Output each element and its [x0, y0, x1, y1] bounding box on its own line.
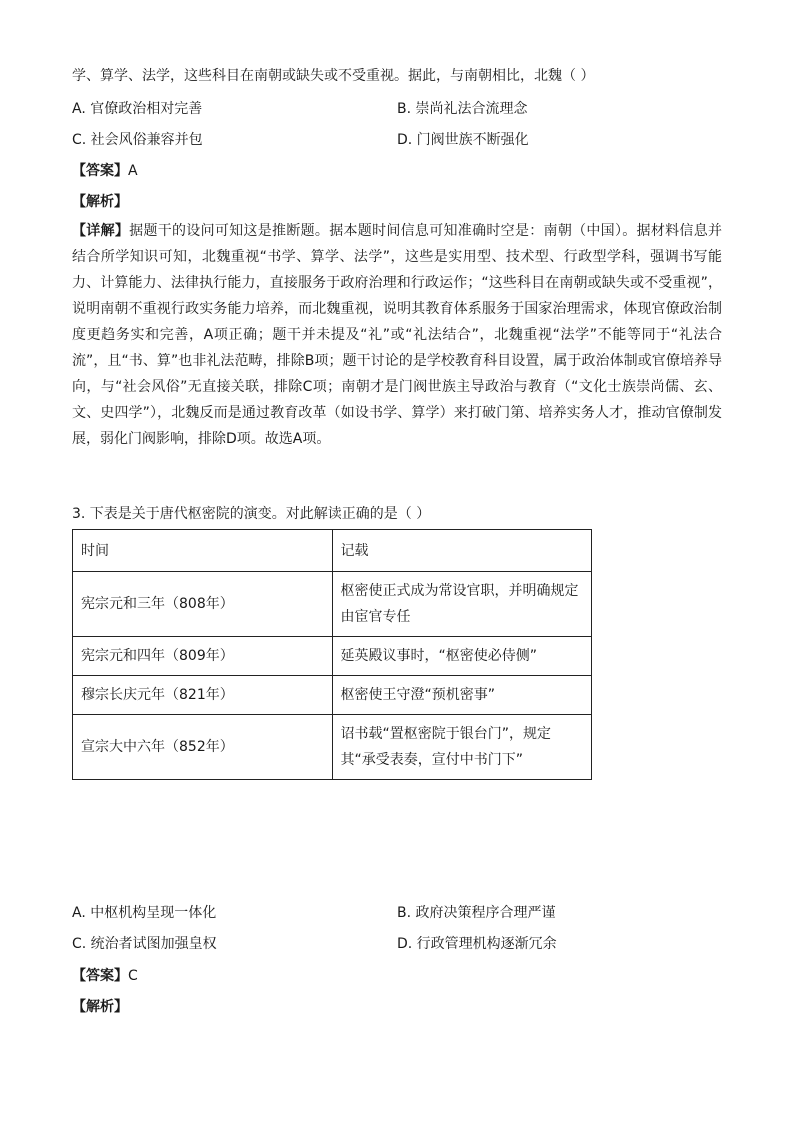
q2-option-d: D. 门阀世族不断强化	[397, 132, 529, 148]
q2-answer	[72, 161, 722, 181]
detail-label: 【详解】	[72, 223, 130, 239]
table-cell-time: 宪宗元和三年（808年）	[73, 572, 333, 637]
table-cell-record: 枢密使王守澄“预机密事”	[332, 676, 592, 715]
detail-text: 据题干的设问可知这是推断题。据本题时间信息可知准确时空是：南朝（中国）。据材料信息并结合所学知识可知，北魏重视“书学、算学、法学”，这些是实用型、技术型、行政型学科，强调书写能力、计算能力、法律执行能力，直接服务于政府治理和行政运作；“这些科目在南朝或缺失或不受重视”，说明南朝不重视行政实务能力培养，而北魏重视，说明其教育体系服务于国家治理需求，体现官僚政治制度更趋务实和完善，A项正确；题干并未提及“礼”或“礼法结合”，北魏重视“法学”不能等同于“礼法合流”，且“书、算”也非礼法范畴，排除B项；题干讨论的是学校教育科目设置，属于政治体制或官僚培养导向，与“社会风俗”无直接关联，排除C项；南朝才是门阀世族主导政治与教育（“文化士族崇尚儒、玄、文、史四学”），北魏反而是通过教育改革（如设书学、算学）来打破门第、培养实务人才，推动官僚制发展，弱化门阀影响，排除D项。故选A项。	[72, 223, 722, 447]
tang-privy-council-table	[72, 529, 592, 780]
table-header-record: 记载	[332, 530, 592, 572]
table-cell-time: 宪宗元和四年（809年）	[73, 637, 333, 676]
answer-label: 【答案】	[72, 968, 128, 984]
table-cell-time: 宣宗大中六年（852年）	[73, 715, 333, 780]
q3-option-c: C. 统治者试图加强皇权	[72, 936, 217, 952]
question-2-stem-tail: 学、算学、法学，这些科目在南朝或缺失或不受重视。据此，与南朝相比，北魏（ ）	[72, 68, 595, 84]
table-cell-time: 穆宗长庆元年（821年）	[73, 676, 333, 715]
question-3-stem: 3. 下表是关于唐代枢密院的演变。对此解读正确的是（ ）	[72, 506, 431, 522]
table-cell-record: 延英殿议事时，“枢密使必侍侧”	[332, 637, 592, 676]
q3-option-d: D. 行政管理机构逐渐冗余	[397, 936, 557, 952]
answer-value: A	[128, 163, 138, 179]
q2-option-a: A. 官僚政治相对完善	[72, 101, 203, 117]
q2-option-b: B. 崇尚礼法合流理念	[397, 101, 528, 117]
q2-option-c: C. 社会风俗兼容并包	[72, 132, 203, 148]
table-row	[73, 715, 592, 780]
table-row	[73, 572, 592, 637]
q2-detail-paragraph	[72, 218, 722, 452]
q3-answer	[72, 966, 722, 986]
answer-value: C	[128, 968, 138, 984]
table-row	[73, 637, 592, 676]
table-row	[73, 676, 592, 715]
q3-analysis-label: 【解析】	[72, 999, 128, 1015]
table-cell-record: 枢密使正式成为常设官职，并明确规定由宦官专任	[332, 572, 592, 637]
table-header-time: 时间	[73, 530, 333, 572]
answer-label: 【答案】	[72, 163, 128, 179]
table-cell-record: 诏书载“置枢密院于银台门”，规定其“承受表奏，宣付中书门下”	[332, 715, 592, 780]
q3-option-a: A. 中枢机构呈现一体化	[72, 905, 217, 921]
q2-analysis-label: 【解析】	[72, 194, 128, 210]
q3-option-b: B. 政府决策程序合理严谨	[397, 905, 556, 921]
table-header-row	[73, 530, 592, 572]
